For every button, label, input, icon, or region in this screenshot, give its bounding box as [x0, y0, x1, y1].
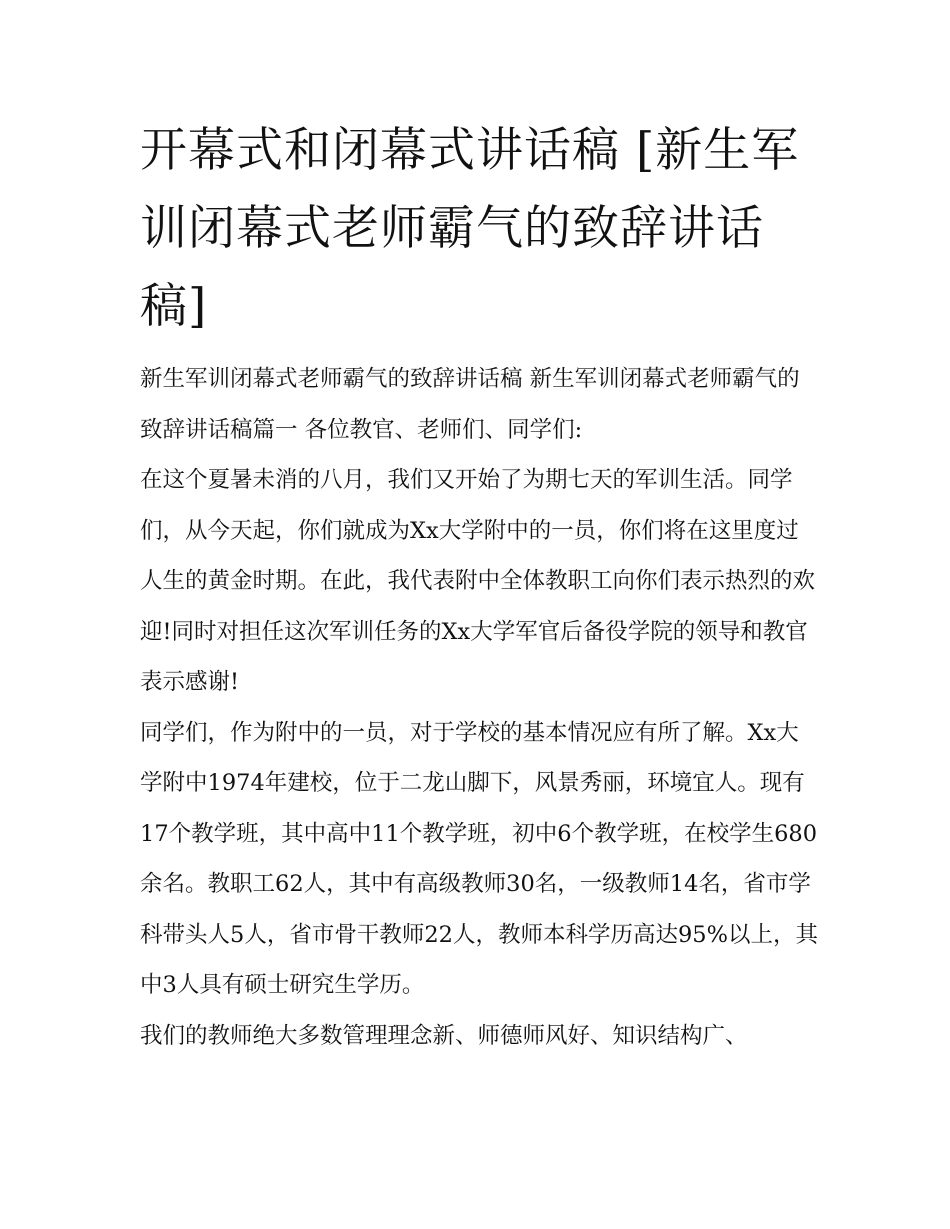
document-body: [140, 354, 820, 1061]
paragraph: 在这个夏暑未消的八月，我们又开始了为期七天的军训生活。同学们，从今天起，你们就成为Xx大学附中的一员，你们将在这里度过人生的黄金时期。在此，我代表附中全体教职工向你们表示热烈的欢迎!同时对担任这次军训任务的Xx大学军官后备役学院的领导和教官表示感谢!: [140, 467, 816, 695]
paragraph: 同学们，作为附中的一员，对于学校的基本情况应有所了解。Xx大学附中1974年建校，位于二龙山脚下，风景秀丽，环境宜人。现有17个教学班，其中高中11个教学班，初中6个教学班，在校学生680余名。教职工62人，其中有高级教师30名，一级教师14名，省市学科带头人5人，省市骨干教师22人，教师本科学历高达95%以上，其中3人具有硕士研究生学历。: [140, 719, 818, 998]
paragraph: 新生军训闭幕式老师霸气的致辞讲话稿 新生军训闭幕式老师霸气的致辞讲话稿篇一 各位教官、老师们、同学们:: [140, 366, 800, 443]
document-title: 开幕式和闭幕式讲话稿 [新生军训闭幕式老师霸气的致辞讲话稿]: [140, 123, 800, 334]
paragraph: 我们的教师绝大多数管理理念新、师德师风好、知识结构广、: [140, 1022, 748, 1049]
